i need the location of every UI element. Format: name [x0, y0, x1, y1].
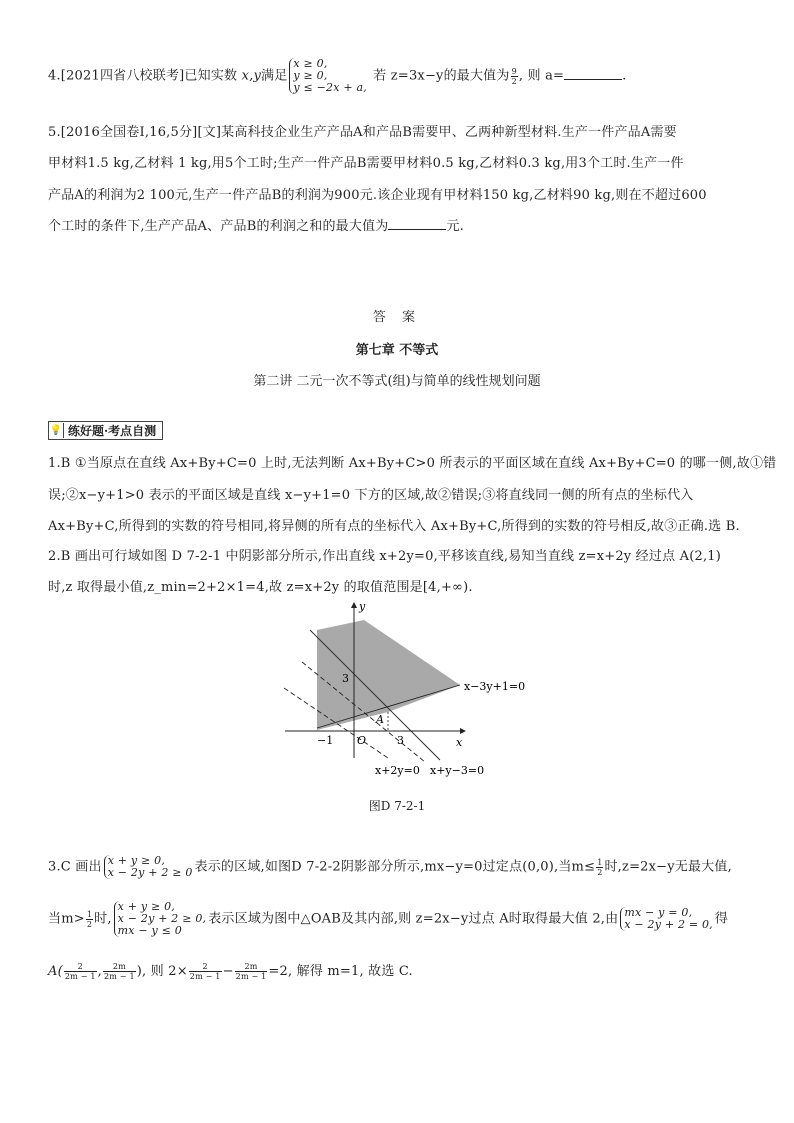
origin-label: O [357, 734, 367, 747]
a3-p3d: =2, 解得 m=1, 故选 C. [268, 964, 413, 979]
section-label [48, 421, 163, 440]
q4-mid: 满足 [261, 68, 288, 84]
question-5-line-2: 甲材料1.5 kg,乙材料 1 kg,用5个工时;生产一件产品B需要甲材料0.5 kg,乙材料0.3 kg,用3个工时.生产一件 [48, 156, 684, 171]
a3-p2d: 得 [714, 911, 729, 927]
three-x-label: 3 [397, 734, 404, 747]
a3-half-2: $\frac{1}{2}$ [86, 909, 93, 929]
q5-line-4-end: 元. [446, 219, 465, 234]
q4-tail: , 则 a= [518, 68, 565, 84]
three-y-label: 3 [342, 672, 349, 685]
lightbulb-icon: 💡 [49, 425, 63, 436]
answer-1-line-3: Ax+By+C,所得到的实数的符号相同,将异侧的所有点的坐标代入 Ax+By+C,所得到的实数的符号相反,故③正确.选 B. [48, 519, 740, 534]
q5-line-4-text: 个工时的条件下,生产产品A、产品B的利润之和的最大值为 [48, 219, 389, 234]
a3-half-1: $\frac{1}{2}$ [597, 857, 603, 877]
x-axis-arrow [460, 728, 466, 734]
a3-p3a: A( [48, 964, 63, 979]
q5-answer-blank[interactable] [388, 218, 446, 230]
x-label: x [456, 736, 463, 749]
question-5-line-4 [48, 215, 464, 234]
q4-prefix: 4.[2021四省八校联考]已知实数 [48, 68, 238, 84]
q4-answer-blank[interactable] [564, 68, 622, 80]
feasible-region [317, 620, 460, 730]
a3-system-1: x + y ≥ 0, x − 2y + 2 ≥ 0 [104, 855, 193, 879]
section-label-text: 练好题·考点自测 [68, 424, 157, 438]
line1-label: x−3y+1=0 [464, 680, 526, 693]
question-5-line-1: 5.[2016全国卷Ⅰ,16,5分][文]某高科技企业生产产品A和产品B需要甲、乙两种新型材料.生产一件产品A需要 [48, 125, 677, 140]
a3-frac-3: $\frac{2}{2m - 1}$ [189, 962, 221, 981]
a3-frac-1: $\frac{2}{2m - 1}$ [64, 962, 96, 981]
y-axis-arrow [351, 602, 357, 608]
figure-caption: 图D 7-2-1 [368, 799, 426, 813]
a3-p1c: 时,z=2x−y无最大值, [604, 859, 732, 875]
a3-p2c: 表示区域为图中△OAB及其内部,则 z=2x−y过点 A时取得最大值 2,由 [208, 911, 619, 927]
y-label: y [359, 600, 366, 613]
q4-fraction: $\frac{9}{2}$ [511, 66, 517, 86]
a3-p3b: ), 则 2× [136, 964, 188, 979]
question-5-line-3: 产品A的利润为2 100元,生产一件产品B的利润为900元.该企业现有甲材料150 kg,乙材料90 kg,则在不超过600 [48, 188, 707, 203]
line3-label: x+y−3=0 [430, 764, 485, 777]
answer-3-line-2 [48, 901, 728, 937]
a3-p3c: − [222, 964, 234, 979]
a3-system-3: mx − y = 0, x − 2y + 2 = 0, [620, 907, 713, 931]
answer-2-line-1: 2.B 画出可行域如图 D 7-2-1 中阴影部分所示,作出直线 x+2y=0,平移该直线,易知当直线 z=x+2y 经过点 A(2,1) [48, 549, 722, 564]
answers-title: 答 案 [372, 310, 422, 325]
q4-vars: x,y [241, 68, 261, 84]
a3-system-2: x + y ≥ 0, x − 2y + 2 ≥ 0, mx − y ≤ 0 [114, 901, 207, 937]
answer-1-line-1: 1.B ①当原点在直线 Ax+By+C=0 上时,无法判断 Ax+By+C>0 所表示的平面区域在直线 Ax+By+C=0 的哪一侧,故①错 [48, 456, 777, 471]
point-a-label: A [376, 713, 384, 726]
question-4 [48, 58, 626, 94]
lesson-title: 第二讲 二元一次不等式(组)与简单的线性规划问题 [253, 374, 541, 389]
a3-p1a: 3.C 画出 [48, 859, 102, 875]
q4-system: x ≥ 0, y ≥ 0, y ≤ −2x + a, [289, 58, 367, 94]
a3-p1b: 表示的区域,如图D 7-2-2阴影部分所示,mx−y=0过定点(0,0),当m≤ [194, 859, 596, 875]
a3-p2b: 时, [94, 911, 112, 927]
a3-p2a: 当m> [48, 911, 85, 927]
a3-frac-4: $\frac{2m}{2m - 1}$ [235, 962, 267, 981]
q4-cond: 若 z=3x−y的最大值为 [373, 68, 510, 84]
answer-3-line-3: A( $\frac{2}{2m - 1}$ , $\frac{2m}{2m - 1}$ ), 则 2× $\frac{2}{2m - 1}$ − $\frac{2m}{2m - 1}$ =2, 解得 m=1, 故选 C. [48, 962, 413, 981]
a3-frac-2: $\frac{2m}{2m - 1}$ [103, 962, 135, 981]
chapter-title: 第七章 不等式 [355, 343, 439, 358]
answer-1-line-2: 误;②x−y+1>0 表示的平面区域是直线 x−y+1=0 下方的区域,故②错误;③将直线同一侧的所有点的坐标代入 [48, 488, 694, 503]
answer-3-line-1 [48, 855, 732, 879]
q4-end: . [622, 68, 627, 84]
figure-d-7-2-1 [270, 600, 540, 790]
answer-2-line-2: 时,z 取得最小值,z_min=2+2×1=4,故 z=x+2y 的取值范围是[4,+∞). [48, 580, 473, 595]
line2-label: x+2y=0 [375, 764, 420, 777]
neg1-label: −1 [317, 734, 334, 747]
